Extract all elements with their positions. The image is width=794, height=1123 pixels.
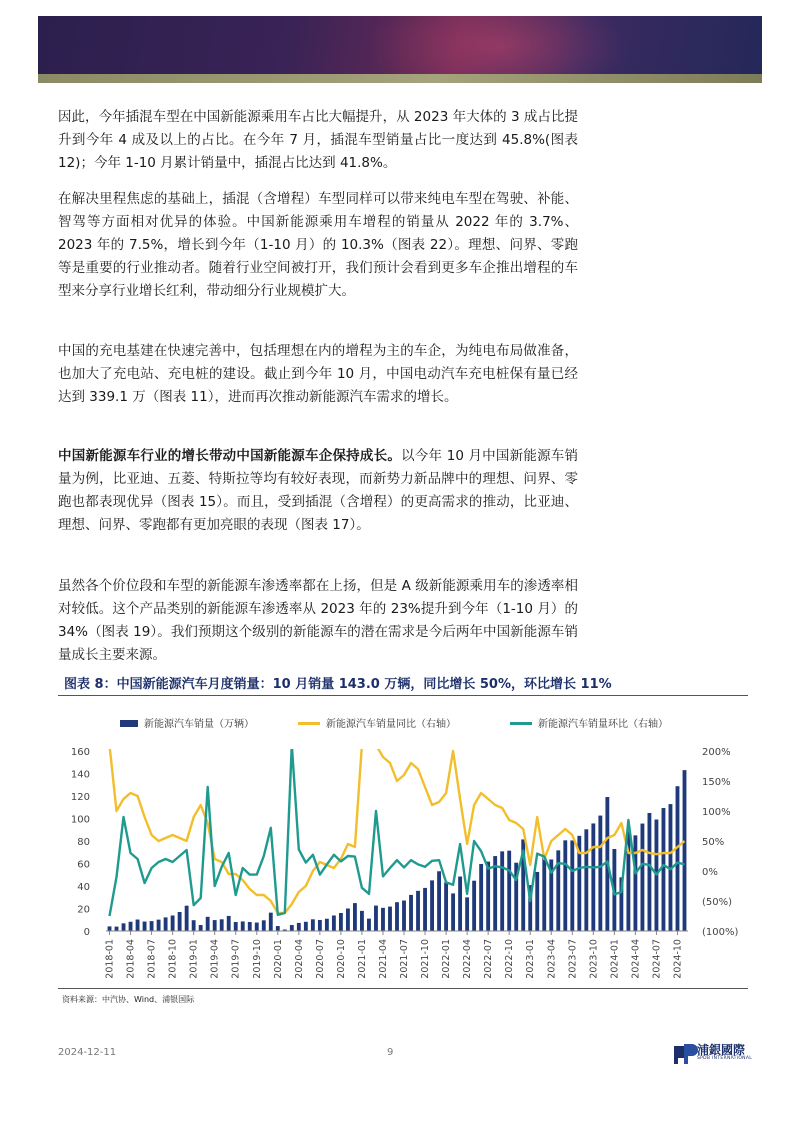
sales-bar bbox=[486, 862, 490, 931]
sales-bar bbox=[598, 816, 602, 931]
sales-bar bbox=[479, 864, 483, 931]
x-tick-label: 2024-10 bbox=[672, 939, 684, 979]
sales-bar bbox=[662, 808, 666, 931]
sales-bar bbox=[542, 858, 546, 931]
x-tick-label: 2022-01 bbox=[441, 939, 453, 979]
sales-bar bbox=[304, 922, 308, 931]
x-tick-label: 2021-10 bbox=[420, 939, 432, 979]
page-number: 9 bbox=[387, 1047, 394, 1058]
banner-sheen bbox=[368, 16, 628, 74]
x-tick-label: 2021-04 bbox=[377, 939, 389, 979]
sales-bar bbox=[262, 920, 266, 931]
sales-bar bbox=[227, 916, 231, 931]
sales-bar bbox=[164, 917, 168, 931]
sales-bar bbox=[311, 919, 315, 931]
x-tick-label: 2020-10 bbox=[335, 939, 347, 979]
paragraph-2: 在解决里程焦虑的基础上，插混（含增程）车型同样可以带来纯电车型在驾驶、补能、智驾等方面相对优异的体验。中国新能源乘用车增程的销量从 2022 年的 3.7%、2023 年的 7.5%，增长到今年（1-10 月）的 10.3%（图表 22）。理想、问界、零跑等是重要的行业推动者。随着行业空间被打开，我们预计会看到更多车企推出增程的车型来分享行业增长红利，带动细分行业规模扩大。 bbox=[58, 191, 578, 299]
x-tick-label: 2023-07 bbox=[567, 939, 579, 979]
sales-bar bbox=[402, 901, 406, 931]
paragraph-4 bbox=[58, 445, 578, 537]
sales-bar bbox=[220, 919, 224, 931]
x-tick-label: 2023-10 bbox=[588, 939, 600, 979]
sales-bar bbox=[339, 913, 343, 931]
x-tick-label: 2024-01 bbox=[609, 939, 621, 979]
x-tick-label: 2018-01 bbox=[104, 939, 116, 979]
sales-bar bbox=[332, 915, 336, 931]
sales-bar bbox=[199, 925, 203, 931]
y-right-tick-label: 150% bbox=[702, 777, 731, 788]
x-tick-label: 2020-07 bbox=[314, 939, 326, 979]
sales-bar bbox=[381, 908, 385, 931]
sales-bar bbox=[178, 912, 182, 931]
sales-bar bbox=[318, 920, 322, 931]
sales-bar bbox=[563, 840, 567, 931]
sales-bar bbox=[374, 906, 378, 931]
y-left-tick-label: 80 bbox=[77, 837, 90, 848]
sales-bar bbox=[157, 920, 161, 931]
sales-bar bbox=[633, 835, 637, 931]
figure-source: 资料来源：中汽协、Wind、浦银国际 bbox=[62, 995, 195, 1004]
x-tick-label: 2018-04 bbox=[125, 939, 137, 979]
x-tick-label: 2019-01 bbox=[188, 939, 200, 979]
y-right-tick-label: (50%) bbox=[702, 897, 733, 908]
sales-bar bbox=[465, 897, 469, 931]
x-tick-label: 2022-10 bbox=[504, 939, 516, 979]
figure-bottom-rule bbox=[58, 988, 748, 989]
sales-bar bbox=[248, 922, 252, 931]
x-tick-label: 2018-10 bbox=[167, 939, 179, 979]
sales-bar bbox=[676, 786, 680, 931]
x-tick-label: 2019-04 bbox=[209, 939, 221, 979]
y-left-tick-label: 100 bbox=[70, 814, 90, 826]
sales-bar bbox=[535, 872, 539, 931]
sales-bar bbox=[290, 925, 294, 931]
sales-bar bbox=[276, 926, 280, 931]
x-tick-label: 2024-04 bbox=[630, 939, 642, 979]
sales-bar bbox=[325, 919, 329, 931]
x-tick-label: 2023-01 bbox=[525, 939, 537, 979]
paragraph-1: 因此，今年插混车型在中国新能源乘用车占比大幅提升，从 2023 年大体的 3 成占比提升到今年 4 成及以上的占比。在今年 7 月，插混车型销量占比一度达到 45.8%(图表 12)；今年 1-10 月累计销量中，插混占比达到 41.8%。 bbox=[58, 109, 578, 171]
x-tick-label: 2019-07 bbox=[230, 939, 242, 979]
sales-bar bbox=[367, 919, 371, 931]
logo-subtitle: SPDB INTERNATIONAL bbox=[697, 1056, 753, 1061]
header-banner bbox=[38, 16, 762, 74]
sales-bar bbox=[416, 891, 420, 931]
paragraph-5: 虽然各个价位段和车型的新能源车渗透率都在上扬，但是 A 级新能源乘用车的渗透率相对较低。这个产品类别的新能源车渗透率从 2023 年的 23%提升到今年（1-10 月）的 34%（图表 19）。我们预期这个级别的新能源车的潜在需求是今后两年中国新能源车销量成长主要来源。 bbox=[58, 578, 578, 663]
x-tick-label: 2020-01 bbox=[272, 939, 284, 979]
x-tick-label: 2022-04 bbox=[462, 939, 474, 979]
sales-bar bbox=[444, 883, 448, 931]
sales-bar bbox=[185, 906, 189, 931]
paragraph-4-lead: 中国新能源车行业的增长带动中国新能源车企保持成长。 bbox=[58, 448, 402, 464]
x-tick-label: 2024-07 bbox=[651, 939, 663, 979]
sales-bar bbox=[122, 923, 126, 931]
sales-bar bbox=[640, 824, 644, 931]
y-right-tick-label: 200% bbox=[702, 747, 731, 758]
sales-bar bbox=[346, 909, 350, 932]
sales-bar bbox=[430, 880, 434, 931]
legend-label-sales: 新能源汽车销量（万辆） bbox=[144, 719, 254, 730]
legend-label-mom: 新能源汽车销量环比（右轴） bbox=[538, 719, 668, 730]
y-left-tick-label: 20 bbox=[77, 904, 90, 916]
sales-bar bbox=[570, 840, 574, 931]
sales-bar bbox=[388, 907, 392, 931]
sales-bar bbox=[437, 871, 441, 931]
y-left-tick-label: 0 bbox=[83, 927, 90, 938]
sales-bar bbox=[409, 895, 413, 931]
nev-monthly-sales-chart bbox=[58, 706, 748, 988]
sales-bar bbox=[395, 902, 399, 931]
x-tick-label: 2021-07 bbox=[399, 939, 411, 979]
y-right-tick-label: 0% bbox=[702, 867, 718, 878]
sales-bar bbox=[234, 922, 238, 931]
x-tick-label: 2020-04 bbox=[293, 939, 305, 979]
sales-bar bbox=[297, 923, 301, 931]
sales-bar bbox=[192, 920, 196, 931]
sales-bar bbox=[143, 922, 147, 931]
sales-bar bbox=[136, 920, 140, 931]
sales-bar bbox=[584, 829, 588, 931]
sales-bar bbox=[500, 851, 504, 931]
y-right-tick-label: (100%) bbox=[702, 927, 739, 938]
sales-bar bbox=[423, 888, 427, 931]
sales-bar bbox=[353, 903, 357, 931]
sales-bar bbox=[129, 922, 133, 931]
legend-label-yoy: 新能源汽车销量同比（右轴） bbox=[326, 719, 456, 730]
y-right-tick-label: 100% bbox=[702, 807, 731, 818]
sales-bar bbox=[213, 920, 217, 931]
sales-bar bbox=[108, 926, 112, 931]
sales-bar bbox=[683, 770, 687, 931]
sales-bar bbox=[648, 813, 652, 931]
sales-bar bbox=[360, 911, 364, 931]
sales-bar bbox=[458, 877, 462, 931]
sales-bar bbox=[591, 823, 595, 931]
sales-bar bbox=[269, 913, 273, 931]
y-left-tick-label: 40 bbox=[77, 882, 90, 893]
y-left-tick-label: 60 bbox=[77, 859, 90, 871]
figure-title: 图表 8：中国新能源汽车月度销量：10 月销量 143.0 万辆，同比增长 50%，环比增长 11% bbox=[64, 677, 612, 692]
logo-name: 浦銀國際 bbox=[697, 1043, 746, 1057]
x-tick-label: 2019-10 bbox=[251, 939, 263, 979]
y-left-tick-label: 160 bbox=[70, 747, 90, 758]
sales-bar bbox=[171, 915, 175, 931]
sales-bar bbox=[115, 927, 119, 931]
y-left-tick-label: 120 bbox=[70, 792, 90, 803]
x-tick-label: 2021-01 bbox=[356, 939, 368, 979]
x-tick-label: 2022-07 bbox=[483, 939, 495, 979]
paragraph-3: 中国的充电基建在快速完善中，包括理想在内的增程为主的车企，为纯电布局做准备，也加大了充电站、充电桩的建设。截止到今年 10 月，中国电动汽车充电桩保有量已经达到 339.1 万（图表 11），进而再次推动新能源汽车需求的增长。 bbox=[58, 343, 578, 405]
paragraph-4-body: 以今年 10 月中国新能源车销量为例，比亚迪、五菱、特斯拉等均有较好表现，而新势力新品牌中的理想、问界、零跑也都表现优异（图表 15）。而且，受到插混（含增程）的更高需求的推动，比亚迪、理想、问界、零跑都有更加亮眼的表现（图表 17）。 bbox=[58, 448, 579, 533]
y-right-tick-label: 50% bbox=[702, 837, 725, 848]
sales-bar bbox=[150, 921, 154, 931]
sales-bar bbox=[451, 893, 455, 931]
sales-bar bbox=[206, 917, 210, 931]
sales-bar bbox=[507, 851, 511, 931]
sales-bar bbox=[255, 923, 259, 931]
legend-swatch-sales bbox=[120, 720, 138, 727]
header-strip bbox=[38, 74, 762, 83]
figure-top-rule bbox=[58, 695, 748, 696]
y-left-tick-label: 140 bbox=[70, 769, 90, 781]
sales-bar bbox=[241, 921, 245, 931]
x-tick-label: 2018-07 bbox=[146, 939, 158, 979]
x-tick-label: 2023-04 bbox=[546, 939, 558, 979]
footer-date: 2024-12-11 bbox=[58, 1047, 117, 1058]
sales-bar bbox=[472, 881, 476, 931]
